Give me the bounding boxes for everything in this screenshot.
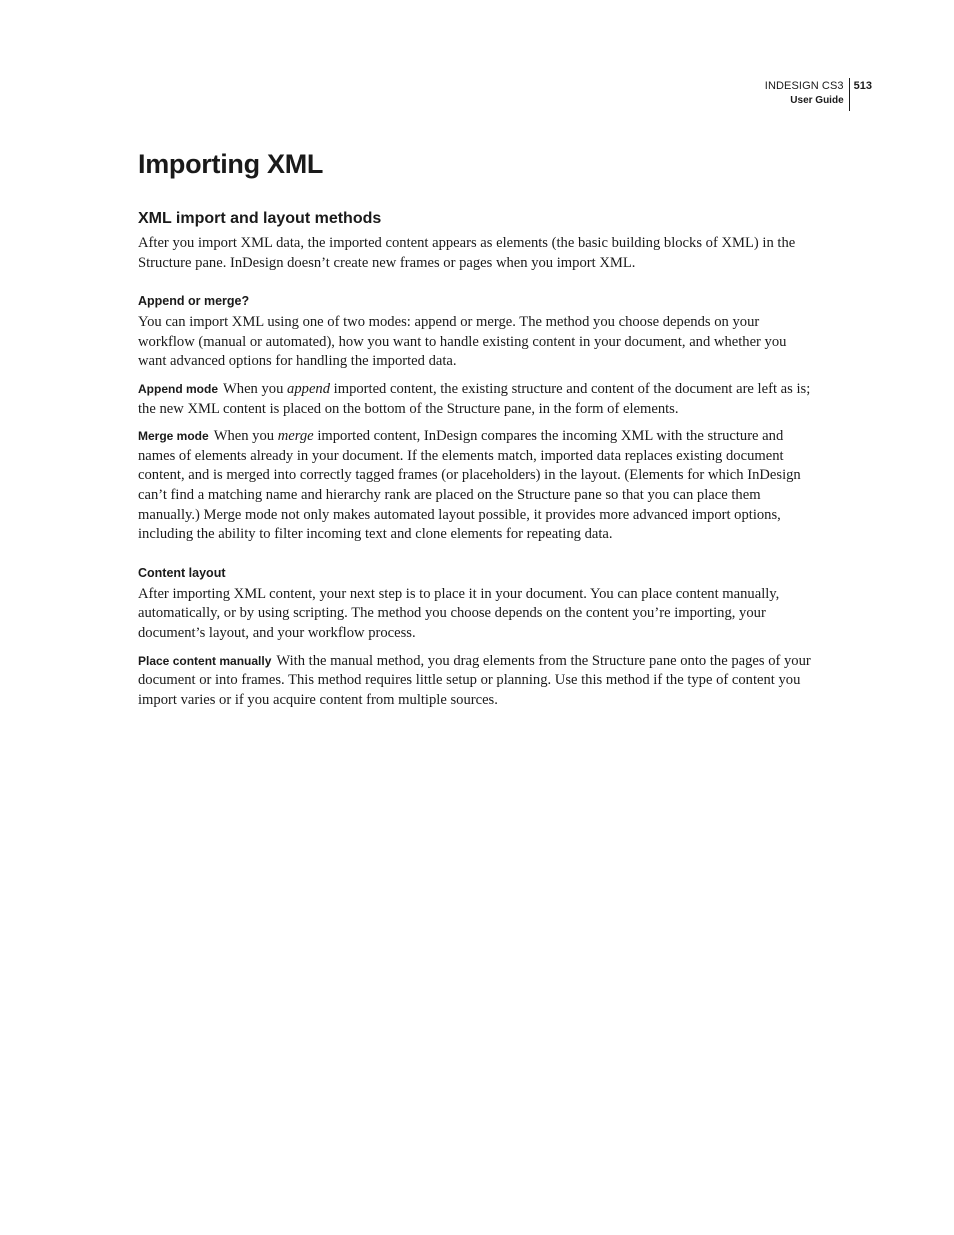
page-title: Importing XML xyxy=(138,149,324,179)
section-intro: After you import XML data, the imported content appears as elements (the basic building blocks of XML) in the Structure pane. InDesign doesn’t create new frames or pages when you import XML. xyxy=(138,235,796,271)
append-mode-term: Append mode xyxy=(138,381,218,396)
append-mode-text-start: When you xyxy=(223,380,288,397)
merge-mode-text-start: When you xyxy=(213,428,278,445)
place-manually-text: With the manual method, you drag elements from the Structure pane onto the pages of your document or into frames. This method requires little setup or planning. Use this method if the type of content you import varies or if you acquire content from multiple sources. xyxy=(138,652,811,708)
place-manually-term: Place content manually xyxy=(138,653,272,668)
append-mode-emphasis: append xyxy=(287,380,331,397)
merge-mode-term: Merge mode xyxy=(138,429,209,444)
merge-mode-paragraph xyxy=(138,427,816,545)
merge-mode-text-end: imported content, InDesign compares the incoming XML with the structure and names of elements already in your document. If the elements match, imported data replaces existing document content, and is merged into correctly tagged frames (or placeholders) in the layout. (Elements for which InDesign can’t find a matching name and hierarchy rank are placed on the Structure pane so that you can place them manually.) Merge mode not only makes automated layout possible, it provides more advanced import options, including the ability to filter incoming text and clone elements for repeating data. xyxy=(138,428,801,543)
subheading-content-layout: Content layout xyxy=(138,565,226,580)
page-body xyxy=(138,144,816,710)
subheading-append-or-merge: Append or merge? xyxy=(138,294,250,309)
place-manually-paragraph xyxy=(138,652,816,711)
append-mode-paragraph xyxy=(138,380,816,419)
section-heading: XML import and layout methods xyxy=(138,210,382,227)
running-header xyxy=(765,78,872,111)
append-or-merge-intro: You can import XML using one of two modes: append or merge. The method you choose depends on your workflow (manual or automated), how you want to handle existing content in your document, and whether you want advanced options for handling the imported data. xyxy=(138,314,787,370)
merge-mode-emphasis: merge xyxy=(277,428,314,445)
page-number: 513 xyxy=(853,80,872,92)
header-product-name: INDESIGN CS3 xyxy=(764,80,844,92)
header-guide-name: User Guide xyxy=(790,95,844,106)
header-titles xyxy=(765,78,850,111)
append-mode-text-end: imported content, the existing structure and content of the document are left as is; the new XML content is placed on the bottom of the Structure pane, in the form of elements. xyxy=(138,380,811,417)
content-layout-intro: After importing XML content, your next step is to place it in your document. You can place content manually, automatically, or by using scripting. The method you choose depends on the content you’re importing, your document’s layout, and your workflow process. xyxy=(138,585,780,641)
